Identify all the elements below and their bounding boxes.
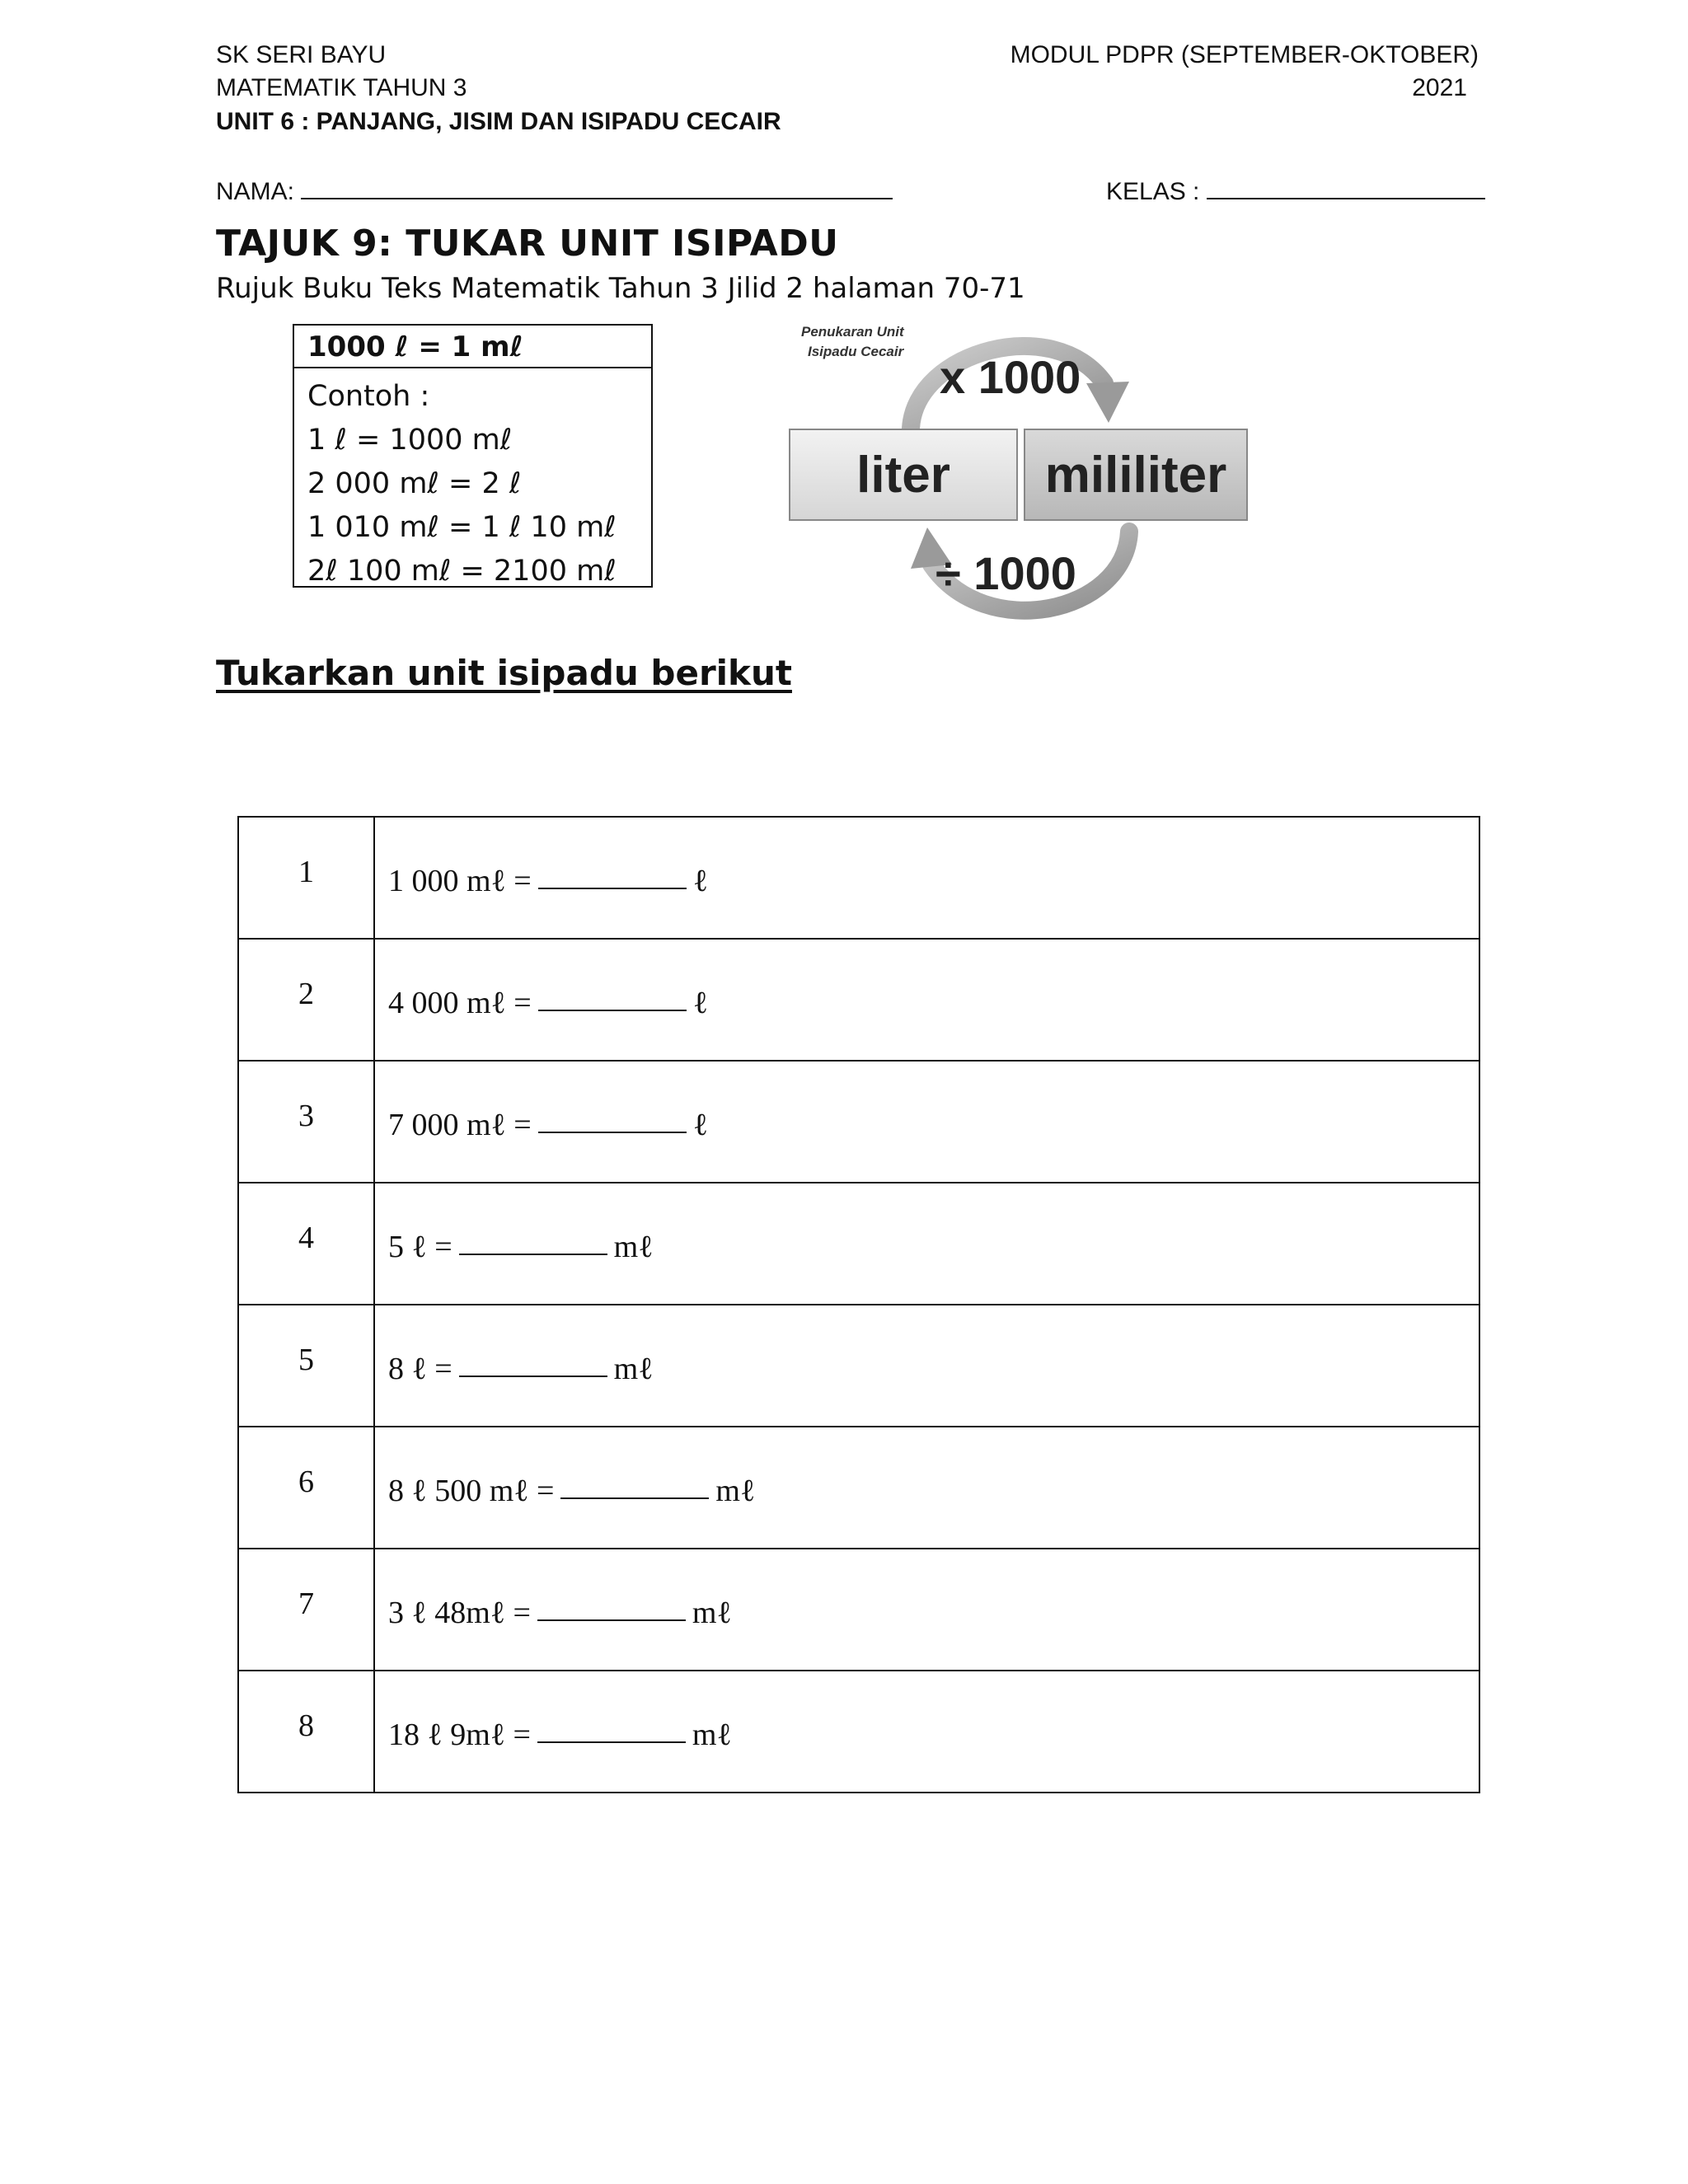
- answer-unit: mℓ: [692, 1595, 732, 1630]
- table-row: [238, 1427, 1479, 1549]
- answer-unit: ℓ: [692, 1107, 708, 1142]
- question-number: 8: [238, 1671, 374, 1793]
- question-cell: [374, 1183, 1479, 1305]
- answer-unit: ℓ: [692, 985, 708, 1020]
- name-label: NAMA:: [216, 178, 295, 205]
- example-line: 1 010 mℓ = 1 ℓ 10 mℓ: [307, 511, 617, 544]
- answer-blank[interactable]: [459, 1375, 607, 1377]
- liter-box: liter: [789, 429, 1018, 521]
- name-field[interactable]: [216, 180, 893, 204]
- conversion-info-box: [293, 324, 653, 588]
- year-label: 2021: [1412, 74, 1467, 101]
- question-expression: 1 000 mℓ =: [388, 863, 532, 898]
- school-name: SK SERI BAYU: [216, 41, 387, 68]
- answer-blank[interactable]: [459, 1253, 607, 1255]
- table-row: [238, 1549, 1479, 1671]
- example-line: 2ℓ 100 mℓ = 2100 mℓ: [307, 555, 617, 588]
- question-cell: [374, 817, 1479, 939]
- question-number: 4: [238, 1183, 374, 1305]
- answer-unit: mℓ: [692, 1717, 732, 1752]
- diagram-caption-line2: Isipadu Cecair: [808, 344, 904, 359]
- answer-unit: mℓ: [613, 1351, 654, 1386]
- question-number: 7: [238, 1549, 374, 1671]
- table-row: [238, 1671, 1479, 1793]
- question-cell: [374, 1671, 1479, 1793]
- diagram-caption-line1: Penukaran Unit: [801, 324, 904, 340]
- multiply-label: x 1000: [940, 351, 1081, 403]
- question-number: 1: [238, 817, 374, 939]
- question-cell: [374, 1549, 1479, 1671]
- class-blank[interactable]: [1207, 197, 1485, 199]
- class-label: KELAS :: [1106, 178, 1200, 205]
- name-blank[interactable]: [301, 197, 893, 199]
- subject-label: MATEMATIK TAHUN 3: [216, 74, 467, 101]
- question-expression: 4 000 mℓ =: [388, 985, 532, 1020]
- question-expression: 7 000 mℓ =: [388, 1107, 532, 1142]
- answer-blank[interactable]: [537, 1619, 686, 1621]
- question-cell: [374, 1061, 1479, 1183]
- question-number: 6: [238, 1427, 374, 1549]
- table-row: [238, 1183, 1479, 1305]
- answer-unit: ℓ: [692, 863, 708, 898]
- conversion-diagram: [783, 317, 1253, 635]
- table-row: [238, 939, 1479, 1061]
- question-expression: 8 ℓ =: [388, 1351, 452, 1386]
- answer-blank[interactable]: [538, 887, 687, 889]
- answer-blank[interactable]: [538, 1131, 687, 1133]
- table-row: [238, 1305, 1479, 1427]
- class-field[interactable]: [1106, 180, 1485, 204]
- unit-label: UNIT 6 : PANJANG, JISIM DAN ISIPADU CECAIR: [216, 108, 781, 135]
- question-expression: 8 ℓ 500 mℓ =: [388, 1473, 555, 1508]
- example-line: 2 000 mℓ = 2 ℓ: [307, 467, 522, 500]
- info-box-heading: 1000 ℓ = 1 mℓ: [294, 326, 651, 368]
- exercise-table: [237, 816, 1480, 1793]
- exercise-heading: Tukarkan unit isipadu berikut: [216, 653, 792, 693]
- answer-blank[interactable]: [538, 1009, 687, 1011]
- question-expression: 3 ℓ 48mℓ =: [388, 1595, 531, 1630]
- table-row: [238, 1061, 1479, 1183]
- info-box-examples: [294, 368, 651, 593]
- question-expression: 18 ℓ 9mℓ =: [388, 1717, 531, 1752]
- milliliter-box: mililiter: [1024, 429, 1248, 521]
- question-cell: [374, 939, 1479, 1061]
- table-row: [238, 817, 1479, 939]
- module-label: MODUL PDPR (SEPTEMBER-OKTOBER): [1010, 41, 1479, 68]
- page-subtitle: Rujuk Buku Teks Matematik Tahun 3 Jilid 2 halaman 70-71: [216, 272, 1025, 305]
- answer-blank[interactable]: [537, 1741, 686, 1743]
- question-number: 5: [238, 1305, 374, 1427]
- answer-unit: mℓ: [613, 1229, 654, 1264]
- divide-label: ÷ 1000: [935, 547, 1076, 599]
- question-number: 2: [238, 939, 374, 1061]
- question-number: 3: [238, 1061, 374, 1183]
- question-cell: [374, 1305, 1479, 1427]
- question-expression: 5 ℓ =: [388, 1229, 452, 1264]
- example-line: 1 ℓ = 1000 mℓ: [307, 424, 513, 457]
- question-cell: [374, 1427, 1479, 1549]
- answer-unit: mℓ: [715, 1473, 756, 1508]
- page-title: TAJUK 9: TUKAR UNIT ISIPADU: [216, 223, 839, 265]
- example-line: Contoh :: [307, 380, 430, 413]
- answer-blank[interactable]: [560, 1497, 709, 1499]
